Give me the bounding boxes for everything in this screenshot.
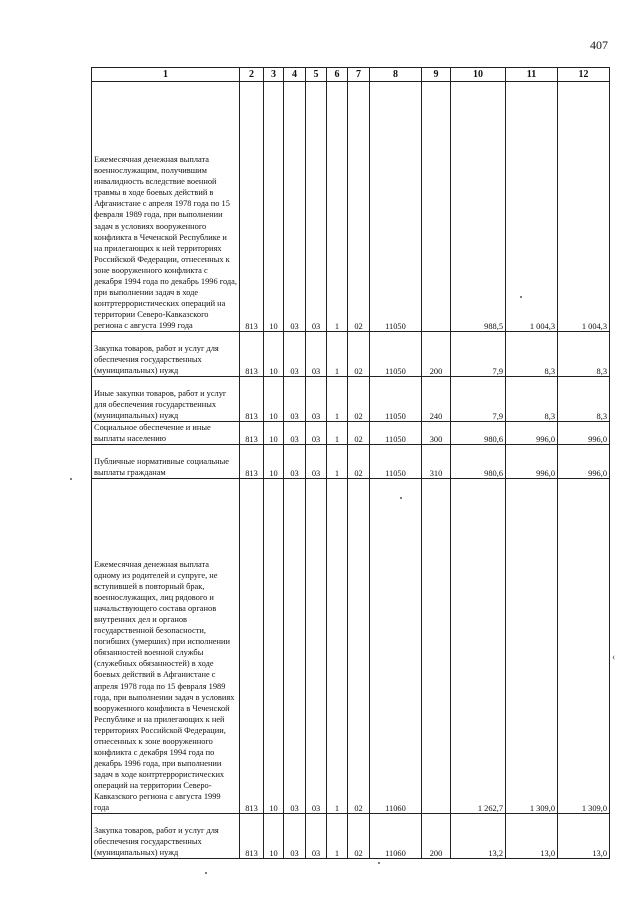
cell-amount-2: 13,0 — [506, 814, 558, 859]
row-name: Ежемесячная денежная выплата одному из родителей и супруге, не вступившей в повторный брак, военнослужащих, лиц рядового и начальствующего состава органов внутренних дел и органов государственной безопасности, погибших (умерших) при исполнении обязанностей военной службы (служебных обязанностей) в ходе боевых действий в Афганистане с апреля 1978 года по 15 февраля 1989 года, при выполнении задач в условиях вооруженного конфликта в Чеченской Республике и на прилегающих к ней территориях Российской Федерации, отнесенных к зоне вооруженного конфликта с декабря 1994 года по декабрь 1996 года, при выполнении задач в ходе контртеррористических операций на территории Северо-Кавказского региона с августа 1999 года — [92, 479, 240, 814]
cell-expense-type: 310 — [422, 445, 451, 479]
row-name: Социальное обеспечение и иные выплаты населению — [92, 422, 240, 445]
cell-subsection: 03 — [284, 422, 306, 445]
header-cell: 1 — [92, 68, 240, 82]
cell-subprogram: 1 — [327, 479, 348, 814]
cell-direction: 11050 — [370, 377, 422, 422]
cell-program: 03 — [306, 814, 327, 859]
cell-direction: 11050 — [370, 445, 422, 479]
cell-subsection: 03 — [284, 377, 306, 422]
row-name: Ежемесячная денежная выплата военнослужащим, получившим инвалидность вследствие военной травмы в ходе боевых действий в Афганистане с апреля 1978 года по 15 февраля 1989 года, при выполнении задач в условиях вооруженного конфликта в Чеченской Республике и на прилегающих к ней территориях Российской Федерации, отнесенных к зоне вооруженного конфликта с декабря 1994 года по декабрь 1996 года, при выполнении задач в ходе контртеррористических операций на территории Северо-Кавказского региона с августа 1999 года — [92, 82, 240, 332]
table-row — [92, 332, 610, 377]
cell-amount-3: 1 004,3 — [558, 82, 610, 332]
cell-amount-1: 7,9 — [451, 332, 506, 377]
cell-program: 03 — [306, 479, 327, 814]
cell-program: 03 — [306, 422, 327, 445]
cell-amount-2: 8,3 — [506, 332, 558, 377]
table-row — [92, 445, 610, 479]
cell-amount-1: 988,5 — [451, 82, 506, 332]
cell-expense-type — [422, 479, 451, 814]
header-cell: 9 — [422, 68, 451, 82]
cell-amount-3: 996,0 — [558, 422, 610, 445]
cell-subsection: 03 — [284, 479, 306, 814]
cell-amount-1: 7,9 — [451, 377, 506, 422]
header-cell: 7 — [348, 68, 370, 82]
cell-direction: 11050 — [370, 422, 422, 445]
cell-event: 02 — [348, 332, 370, 377]
cell-subprogram: 1 — [327, 82, 348, 332]
row-name: Иные закупки товаров, работ и услуг для обеспечения государственных (муниципальных) нужд — [92, 377, 240, 422]
header-cell: 11 — [506, 68, 558, 82]
scan-speck — [400, 497, 402, 499]
cell-direction: 11050 — [370, 332, 422, 377]
cell-admin: 813 — [240, 422, 264, 445]
cell-subprogram: 1 — [327, 445, 348, 479]
cell-subsection: 03 — [284, 82, 306, 332]
cell-amount-2: 1 309,0 — [506, 479, 558, 814]
cell-event: 02 — [348, 445, 370, 479]
header-cell: 2 — [240, 68, 264, 82]
cell-admin: 813 — [240, 377, 264, 422]
cell-amount-3: 996,0 — [558, 445, 610, 479]
scan-speck — [205, 872, 207, 874]
scan-speck — [70, 478, 72, 480]
cell-admin: 813 — [240, 479, 264, 814]
budget-table — [91, 67, 610, 859]
header-cell: 5 — [306, 68, 327, 82]
header-cell: 12 — [558, 68, 610, 82]
cell-amount-1: 980,6 — [451, 422, 506, 445]
page-number: 407 — [590, 38, 608, 52]
cell-amount-3: 8,3 — [558, 332, 610, 377]
cell-amount-2: 8,3 — [506, 377, 558, 422]
cell-direction: 11050 — [370, 82, 422, 332]
cell-expense-type: 200 — [422, 332, 451, 377]
cell-amount-3: 1 309,0 — [558, 479, 610, 814]
header-cell: 4 — [284, 68, 306, 82]
cell-subprogram: 1 — [327, 422, 348, 445]
header-row — [92, 68, 610, 82]
cell-admin: 813 — [240, 814, 264, 859]
cell-amount-3: 8,3 — [558, 377, 610, 422]
table-row — [92, 422, 610, 445]
table-row — [92, 479, 610, 814]
cell-amount-1: 1 262,7 — [451, 479, 506, 814]
header-cell: 3 — [264, 68, 284, 82]
cell-subprogram: 1 — [327, 377, 348, 422]
cell-amount-2: 996,0 — [506, 445, 558, 479]
cell-amount-1: 980,6 — [451, 445, 506, 479]
cell-expense-type: 300 — [422, 422, 451, 445]
header-cell: 8 — [370, 68, 422, 82]
cell-expense-type — [422, 82, 451, 332]
table-row — [92, 814, 610, 859]
cell-section: 10 — [264, 82, 284, 332]
header-cell: 10 — [451, 68, 506, 82]
cell-direction: 11060 — [370, 814, 422, 859]
cell-admin: 813 — [240, 445, 264, 479]
header-cell: 6 — [327, 68, 348, 82]
cell-subsection: 03 — [284, 332, 306, 377]
cell-event: 02 — [348, 479, 370, 814]
cell-program: 03 — [306, 332, 327, 377]
cell-amount-2: 996,0 — [506, 422, 558, 445]
cell-subprogram: 1 — [327, 814, 348, 859]
cell-expense-type: 240 — [422, 377, 451, 422]
cell-subsection: 03 — [284, 814, 306, 859]
cell-event: 02 — [348, 82, 370, 332]
cell-program: 03 — [306, 445, 327, 479]
cell-section: 10 — [264, 332, 284, 377]
scan-mark: ‹ — [612, 652, 616, 663]
cell-amount-3: 13,0 — [558, 814, 610, 859]
cell-section: 10 — [264, 814, 284, 859]
cell-section: 10 — [264, 479, 284, 814]
cell-event: 02 — [348, 814, 370, 859]
cell-admin: 813 — [240, 332, 264, 377]
cell-subprogram: 1 — [327, 332, 348, 377]
cell-section: 10 — [264, 422, 284, 445]
cell-amount-2: 1 004,3 — [506, 82, 558, 332]
cell-event: 02 — [348, 422, 370, 445]
row-name: Закупка товаров, работ и услуг для обеспечения государственных (муниципальных) нужд — [92, 814, 240, 859]
row-name: Закупка товаров, работ и услуг для обеспечения государственных (муниципальных) нужд — [92, 332, 240, 377]
cell-subsection: 03 — [284, 445, 306, 479]
cell-event: 02 — [348, 377, 370, 422]
scan-speck — [378, 862, 380, 864]
row-name: Публичные нормативные социальные выплаты гражданам — [92, 445, 240, 479]
table-row — [92, 377, 610, 422]
scan-speck — [520, 296, 522, 298]
cell-section: 10 — [264, 445, 284, 479]
cell-admin: 813 — [240, 82, 264, 332]
cell-program: 03 — [306, 82, 327, 332]
cell-section: 10 — [264, 377, 284, 422]
cell-direction: 11060 — [370, 479, 422, 814]
cell-program: 03 — [306, 377, 327, 422]
table-row — [92, 82, 610, 332]
cell-expense-type: 200 — [422, 814, 451, 859]
cell-amount-1: 13,2 — [451, 814, 506, 859]
